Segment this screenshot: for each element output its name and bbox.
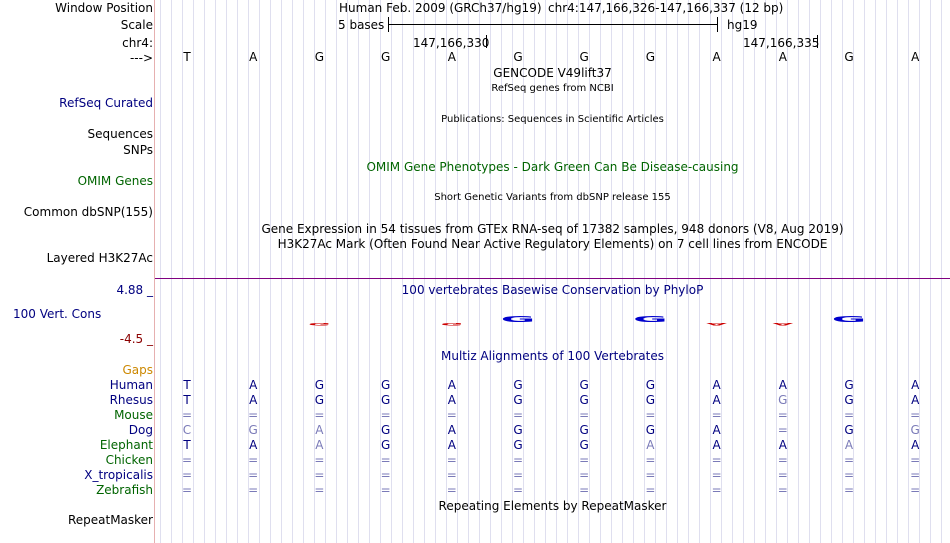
species-base: G xyxy=(645,378,656,392)
species-base: T xyxy=(183,438,191,452)
species-base: = xyxy=(181,453,193,467)
repeat-title[interactable]: Repeating Elements by RepeatMasker xyxy=(438,499,667,513)
species-base: = xyxy=(314,483,325,497)
species-base: G xyxy=(380,438,391,452)
phylop-glyph: G xyxy=(440,322,463,326)
phylop-glyph: G xyxy=(500,315,536,325)
species-base: G xyxy=(844,378,854,392)
h3k27ac-label[interactable]: Layered H3K27Ac xyxy=(46,251,153,265)
species-base: C xyxy=(182,423,192,437)
omim-title[interactable]: OMIM Gene Phenotypes - Dark Green Can Be Disease-causing xyxy=(366,160,739,174)
species-base: A xyxy=(778,438,787,452)
species-base: = xyxy=(843,468,855,482)
species-base: = xyxy=(314,468,325,482)
species-base: = xyxy=(314,408,325,422)
species-base: = xyxy=(579,408,590,422)
gtex-title[interactable]: Gene Expression in 54 tissues from GTEx RNA-seq of 17382 samples, 948 donors (V8, Aug 2019) xyxy=(261,222,844,236)
species-base: = xyxy=(248,453,259,467)
species-base: A xyxy=(712,438,721,452)
coord-label-2: 147,166,335 xyxy=(743,36,820,50)
species-base: G xyxy=(314,393,325,407)
species-base: A xyxy=(315,423,324,437)
species-base: G xyxy=(910,423,920,437)
species-base: A xyxy=(447,378,456,392)
species-base: G xyxy=(579,423,589,437)
ref-base: A xyxy=(249,50,258,64)
species-base: = xyxy=(446,468,457,482)
species-base: G xyxy=(513,393,523,407)
species-base: A xyxy=(315,438,324,452)
species-label[interactable]: Chicken xyxy=(105,453,153,467)
species-base: A xyxy=(447,438,456,452)
species-base: = xyxy=(380,408,391,422)
species-base: = xyxy=(248,468,259,482)
ref-base: G xyxy=(844,50,854,64)
species-base: = xyxy=(446,453,457,467)
species-base: = xyxy=(380,468,391,482)
gaps-label[interactable]: Gaps xyxy=(122,363,153,377)
species-base: G xyxy=(844,393,854,407)
species-base: = xyxy=(843,453,855,467)
species-label[interactable]: Mouse xyxy=(114,408,153,422)
species-label[interactable]: X_tropicalis xyxy=(84,468,153,482)
ref-base: G xyxy=(314,50,325,64)
ref-base: A xyxy=(778,50,787,64)
species-base: = xyxy=(777,423,788,437)
omim-label[interactable]: OMIM Genes xyxy=(77,174,153,188)
species-base: G xyxy=(778,393,788,407)
species-base: T xyxy=(183,393,191,407)
species-label[interactable]: Dog xyxy=(128,423,153,437)
ref-base: G xyxy=(513,50,523,64)
ref-base: G xyxy=(579,50,589,64)
species-base: = xyxy=(181,468,193,482)
species-base: G xyxy=(645,423,656,437)
coord-label-1: 147,166,330 xyxy=(413,36,490,50)
phylop-max-label: 4.88 _ xyxy=(116,283,153,297)
phylop-glyph: A xyxy=(772,322,794,326)
species-base: A xyxy=(844,438,854,452)
species-base: A xyxy=(911,438,920,452)
window-position-label: Window Position xyxy=(55,1,153,15)
chrom-label: chr4: xyxy=(122,36,153,50)
ref-base: A xyxy=(447,50,456,64)
species-base: = xyxy=(777,468,788,482)
species-base: = xyxy=(446,483,457,497)
species-base: = xyxy=(181,483,193,497)
species-base: A xyxy=(646,438,655,452)
snps-label[interactable]: SNPs xyxy=(123,143,153,157)
species-base: = xyxy=(248,408,259,422)
species-base: = xyxy=(910,408,921,422)
species-base: = xyxy=(380,453,391,467)
species-base: = xyxy=(843,408,855,422)
species-base: A xyxy=(911,378,920,392)
scale-value: 5 bases xyxy=(338,18,385,32)
species-base: G xyxy=(579,438,589,452)
species-base: A xyxy=(712,423,721,437)
species-base: = xyxy=(711,453,722,467)
refseq-subtitle[interactable]: RefSeq genes from NCBI xyxy=(491,83,614,94)
scale-label: Scale xyxy=(120,18,153,32)
species-base: = xyxy=(314,453,325,467)
species-base: = xyxy=(248,483,259,497)
species-base: = xyxy=(579,483,590,497)
phylop-glyph: G xyxy=(308,322,331,326)
species-label[interactable]: Elephant xyxy=(99,438,153,452)
species-base: G xyxy=(579,378,589,392)
species-base: = xyxy=(777,453,788,467)
species-base: = xyxy=(843,483,855,497)
species-base: = xyxy=(777,408,788,422)
species-base: G xyxy=(513,378,523,392)
species-base: = xyxy=(579,453,590,467)
species-base: G xyxy=(645,393,656,407)
species-base: G xyxy=(248,423,258,437)
strand-arrow: ---> xyxy=(129,51,153,65)
species-base: = xyxy=(645,408,656,422)
refseq-label[interactable]: RefSeq Curated xyxy=(59,96,153,110)
species-base: = xyxy=(512,408,524,422)
species-base: A xyxy=(712,378,721,392)
species-base: A xyxy=(778,378,787,392)
ref-base: G xyxy=(380,50,391,64)
species-base: = xyxy=(711,468,722,482)
species-base: A xyxy=(447,393,456,407)
ref-base: A xyxy=(911,50,920,64)
species-base: G xyxy=(314,378,325,392)
phylop-glyph: G xyxy=(633,315,668,325)
multiz-title[interactable]: Multiz Alignments of 100 Vertebrates xyxy=(440,349,665,363)
species-base: = xyxy=(181,408,193,422)
phylop-title[interactable]: 100 vertebrates Basewise Conservation by PhyloP xyxy=(401,283,704,297)
species-base: G xyxy=(579,393,589,407)
species-base: G xyxy=(380,393,391,407)
species-base: A xyxy=(911,393,920,407)
species-base: = xyxy=(446,408,457,422)
species-base: G xyxy=(380,378,391,392)
species-base: = xyxy=(512,453,524,467)
species-label[interactable]: Rhesus xyxy=(109,393,153,407)
dbsnp-title[interactable]: Short Genetic Variants from dbSNP release 155 xyxy=(434,192,671,203)
repeat-label[interactable]: RepeatMasker xyxy=(67,513,153,527)
species-base: G xyxy=(513,438,523,452)
species-base: = xyxy=(512,468,524,482)
sequences-label[interactable]: Sequences xyxy=(87,127,153,141)
phylop-glyph: A xyxy=(706,322,728,326)
species-base: A xyxy=(447,423,456,437)
dbsnp-label[interactable]: Common dbSNP(155) xyxy=(23,205,153,219)
ref-base: G xyxy=(645,50,656,64)
species-base: G xyxy=(844,423,854,437)
species-base: = xyxy=(910,468,921,482)
position-readout: chr4:147,166,326-147,166,337 (12 bp) xyxy=(548,1,784,15)
species-base: = xyxy=(711,408,722,422)
species-base: A xyxy=(249,378,258,392)
species-base: A xyxy=(249,393,258,407)
species-base: A xyxy=(712,393,721,407)
scale-db: hg19 xyxy=(727,18,758,32)
publications-title[interactable]: Publications: Sequences in Scientific Articles xyxy=(441,114,664,125)
ref-base: T xyxy=(183,50,191,64)
species-base: T xyxy=(183,378,191,392)
ruler xyxy=(0,0,950,60)
species-label[interactable]: Zebrafish xyxy=(96,483,153,497)
species-base: = xyxy=(777,483,788,497)
species-base: A xyxy=(249,438,258,452)
phylop-label[interactable]: 100 Vert. Cons xyxy=(13,307,102,321)
gencode-title[interactable]: GENCODE V49lift37 xyxy=(493,66,612,80)
species-label[interactable]: Human xyxy=(109,378,153,392)
species-base: = xyxy=(380,483,391,497)
assembly-label: Human Feb. 2009 (GRCh37/hg19) xyxy=(339,1,542,15)
h3k27ac-title[interactable]: H3K27Ac Mark (Often Found Near Active Regulatory Elements) on 7 cell lines from ENCODE xyxy=(277,237,828,251)
species-base: = xyxy=(579,468,590,482)
phylop-glyph: G xyxy=(831,315,867,325)
species-base: = xyxy=(910,453,921,467)
species-base: G xyxy=(513,423,523,437)
species-base: = xyxy=(645,483,656,497)
species-base: = xyxy=(711,483,722,497)
species-base: = xyxy=(645,453,656,467)
species-base: = xyxy=(645,468,656,482)
species-base: G xyxy=(380,423,391,437)
ref-base: A xyxy=(712,50,721,64)
species-base: = xyxy=(512,483,524,497)
phylop-min-label: -4.5 _ xyxy=(119,332,153,346)
species-base: = xyxy=(910,483,921,497)
